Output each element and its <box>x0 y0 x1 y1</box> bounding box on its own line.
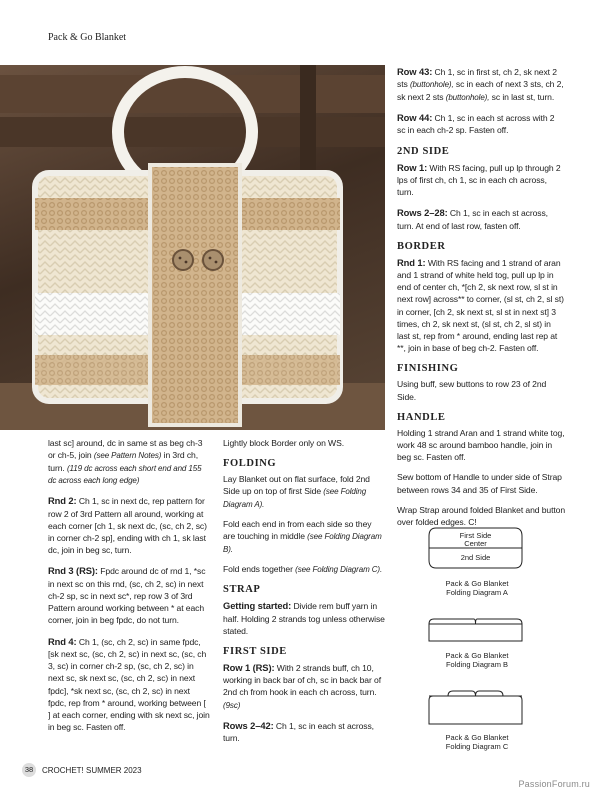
folding-diagram-b <box>428 618 523 642</box>
diagram-a-caption: Pack & Go Blanket Folding Diagram A <box>445 579 509 597</box>
first-side-rows-2-42: Rows 2–42: Ch 1, sc in each st across, turn. <box>223 719 374 744</box>
folding-step-2: Fold each end in from each side so they are touching in middle (see Folding Diagram B). <box>223 519 382 554</box>
diagram-b-caption: Pack & Go Blanket Folding Diagram B <box>445 651 509 669</box>
page-number: 38 <box>22 763 36 777</box>
strap-heading: STRAP <box>223 584 261 596</box>
blanket-photo <box>0 65 385 430</box>
diagram-a-label-2nd-side: 2nd Side <box>460 553 491 562</box>
first-side-row-1: Row 1 (RS): With 2 strands buff, ch 10, working in back bar of ch, sc in back bar of 2nd ch from hook in each ch across, turn. (9sc) <box>223 661 382 710</box>
column-2 <box>223 437 385 753</box>
diagram-a-label-center: Center <box>464 539 487 548</box>
row-43: Row 43: Ch 1, sc in first st, ch 2, sk next 2 sts (buttonhole), sc in each of next 3 sts, ch 2, sk next 2 sts (buttonhole), sc in last st, turn. <box>397 66 564 102</box>
diagram-c-caption: Pack & Go Blanket Folding Diagram C <box>445 733 509 751</box>
watermark: PassionForum.ru <box>518 779 590 789</box>
rnd1-continued: last sc] around, dc in same st as beg ch-3 or ch-5, join (see Pattern Notes) in 3rd ch, turn. (119 dc across each short end and 155 dc across each long edge) <box>48 438 203 485</box>
rnd2-instruction: Rnd 2: Ch 1, sc in next dc, rep pattern for row 2 of 3rd Pattern all around, working at each corner [ch 1, sk next dc, (sc, ch 2, sc) in corner ch-2 sp], ending with ch 1, sk last dc, join in beg sc, turn. <box>48 495 207 556</box>
second-side-row-1: Row 1: With RS facing, pull up lp through 2 lps of first ch, ch 1, sc in each ch across, turn. <box>397 161 561 198</box>
magazine-issue: CROCHET! SUMMER 2023 <box>42 765 142 775</box>
finishing-text: Using buff, sew buttons to row 23 of 2nd Side. <box>397 379 547 402</box>
row-44: Row 44: Ch 1, sc in each st across with 2 sc in each ch-2 sp. Fasten off. <box>397 112 555 136</box>
rnd4-instruction: Rnd 4: Ch 1, (sc, ch 2, sc) in same fpdc, [sk next sc, (sc, ch 2, sc) in next sc, (sc, ch 3, sc) in corner ch-2 sp, (sc, ch 2, sc) in next sc, sk next sc, (sc, ch 2, sc) in next fpdc], *sk next sc, (sc, ch 2, sc) in next fpdc, rep from * around, working between [ ] at each corner, ending with sk next sc, join in beg sc. Fasten off. <box>48 635 210 733</box>
rnd3-instruction: Rnd 3 (RS): Fpdc around dc of rnd 1, *sc in next sc on this rnd, (sc, ch 2, sc) in next ch-2 sp, sc in next sc*, rep row 3 of 3rd Pattern around working between * at each corner, join in beg fpdc, do not turn. <box>48 565 206 626</box>
handle-step-2: Sew bottom of Handle to under side of Strap between rows 34 and 35 of First Side. <box>397 472 562 495</box>
border-heading: BORDER <box>397 240 446 252</box>
handle-heading: HANDLE <box>397 411 446 423</box>
folding-step-3: Fold ends together (see Folding Diagram C). <box>223 563 383 574</box>
finishing-heading: FINISHING <box>397 363 459 375</box>
second-side-rows-2-28: Rows 2–28: Ch 1, sc in each st across, turn. At end of last row, fasten off. <box>397 207 548 231</box>
block-note: Lightly block Border only on WS. <box>223 438 344 448</box>
second-side-heading: 2ND SIDE <box>397 145 450 157</box>
folding-step-1: Lay Blanket out on flat surface, fold 2nd Side up on top of first Side (see Folding Diagram A). <box>223 474 370 509</box>
handle-step-1: Holding 1 strand Aran and 1 strand white tog, work 48 sc around bamboo handle, join in beg sc. Fasten off. <box>397 427 565 463</box>
strap-intro: Getting started: Divide rem buff yarn in half. Holding 2 strands tog unless otherwise stated. <box>223 600 385 636</box>
first-side-heading: FIRST SIDE <box>223 645 287 657</box>
page-footer <box>22 763 142 777</box>
column-1 <box>48 437 210 741</box>
column-3 <box>397 65 565 536</box>
handle-step-3: Wrap Strap around folded Blanket and button over folded edges. C! <box>397 504 566 527</box>
folding-diagram-c <box>428 690 523 725</box>
folding-diagram-a <box>428 526 523 570</box>
folding-heading: FOLDING <box>223 458 277 470</box>
running-header: Pack & Go Blanket <box>48 32 127 43</box>
diagram-a-label-first-side: First Side <box>459 531 492 540</box>
border-rnd-1: Rnd 1: With RS facing and 1 strand of aran and 1 strand of white held tog, pull up lp in end of center ch, *[ch 2, sk next row, sl st in next row] across** to corner, (sl st, ch 2, sl st) in corner, [ch 2, sk next st, sl st in next st] 3 times, ch 2, sk next st, (sl st, ch 2, sl st) in last st, rep from * around, ending last rep at **, join in base of beg ch-2. Fasten off. <box>397 256 564 354</box>
photo-illustration <box>0 65 385 430</box>
